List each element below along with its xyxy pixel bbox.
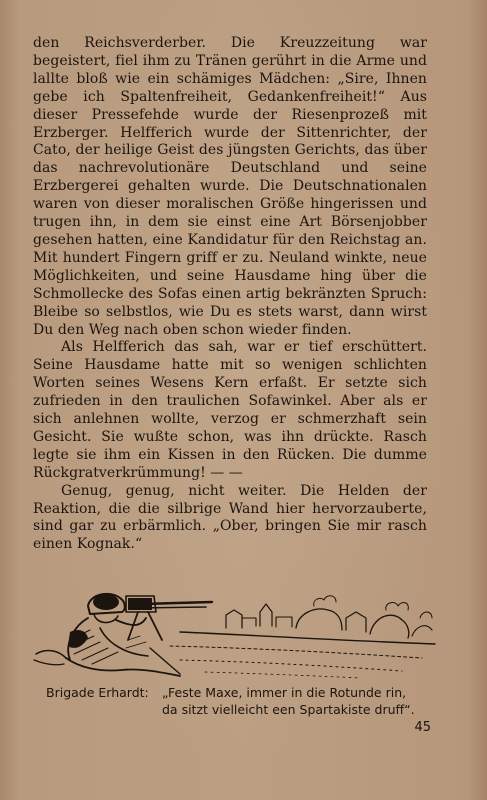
caption-label: Brigade Erhardt: xyxy=(46,685,149,700)
paragraph-2: Als Helfferich das sah, war er tief erschüttert. Seine Hausdame hatte mit so wenigen schlichten Worten seines Wesens Kern erfaßt. Er setzte sich zufrieden in den traulichen Sofawinkel. Aber als er sich anlehnen wollte, verzog er schmerzhaft sein Gesicht. Sie wußte schon, was ihn drückte. Rasch legte sie ihm ein Kissen in den Rücken. Die dumme Rückgratverkrümmung! — — xyxy=(33,339,427,481)
caption-line-1: „Feste Maxe, immer in die Rotunde rin, xyxy=(162,685,407,700)
paragraph-3: Genug, genug, nicht weiter. Die Helden der Reaktion, die die silbrige Wand hier hervorzauberte, sind gar zu erbärmlich. „Ober, bringen Sie mir rasch einen Kognak.“ xyxy=(33,482,427,553)
caption-line-2: da sitzt vielleicht een Spartakiste druff“. xyxy=(162,702,415,717)
body-text xyxy=(33,35,427,554)
paragraph-1: den Reichsverderber. Die Kreuzzeitung war begeistert, fiel ihm zu Tränen gerührt in die Arme und lallte bloß wie ein schämiges Mädchen: „Sire, Ihnen gebe ich Spaltenfreiheit, Gedankenfreiheit!“ Aus dieser Pressefehde wurde der Riesenprozeß mit Erzberger. Helfferich wurde der Sittenrichter, der Cato, der heilige Geist des jüngsten Gerichts, das über das nachrevolutionäre Deutschland und seine Erzbergerei gehalten wurde. Die Deutschnationalen waren von dieser moralischen Größe hingerissen und trugen ihn, in dem sie einst eine Art Börsenjobber gesehen hatten, eine Kandidatur für den Reichstag an. Mit hundert Fingern griff er zu. Neuland winkte, neue Möglichkeiten, und seine Hausdame hing über die Schmollecke des Sofas einen artig bekränzten Spruch: Bleibe so selbstlos, wie Du es stets warst, dann wirst Du den Weg nach oben schon wieder finden. xyxy=(33,35,427,338)
page-number: 45 xyxy=(414,720,431,735)
illustration-caption xyxy=(46,684,436,718)
machine-gunner-sketch-icon xyxy=(30,588,440,680)
